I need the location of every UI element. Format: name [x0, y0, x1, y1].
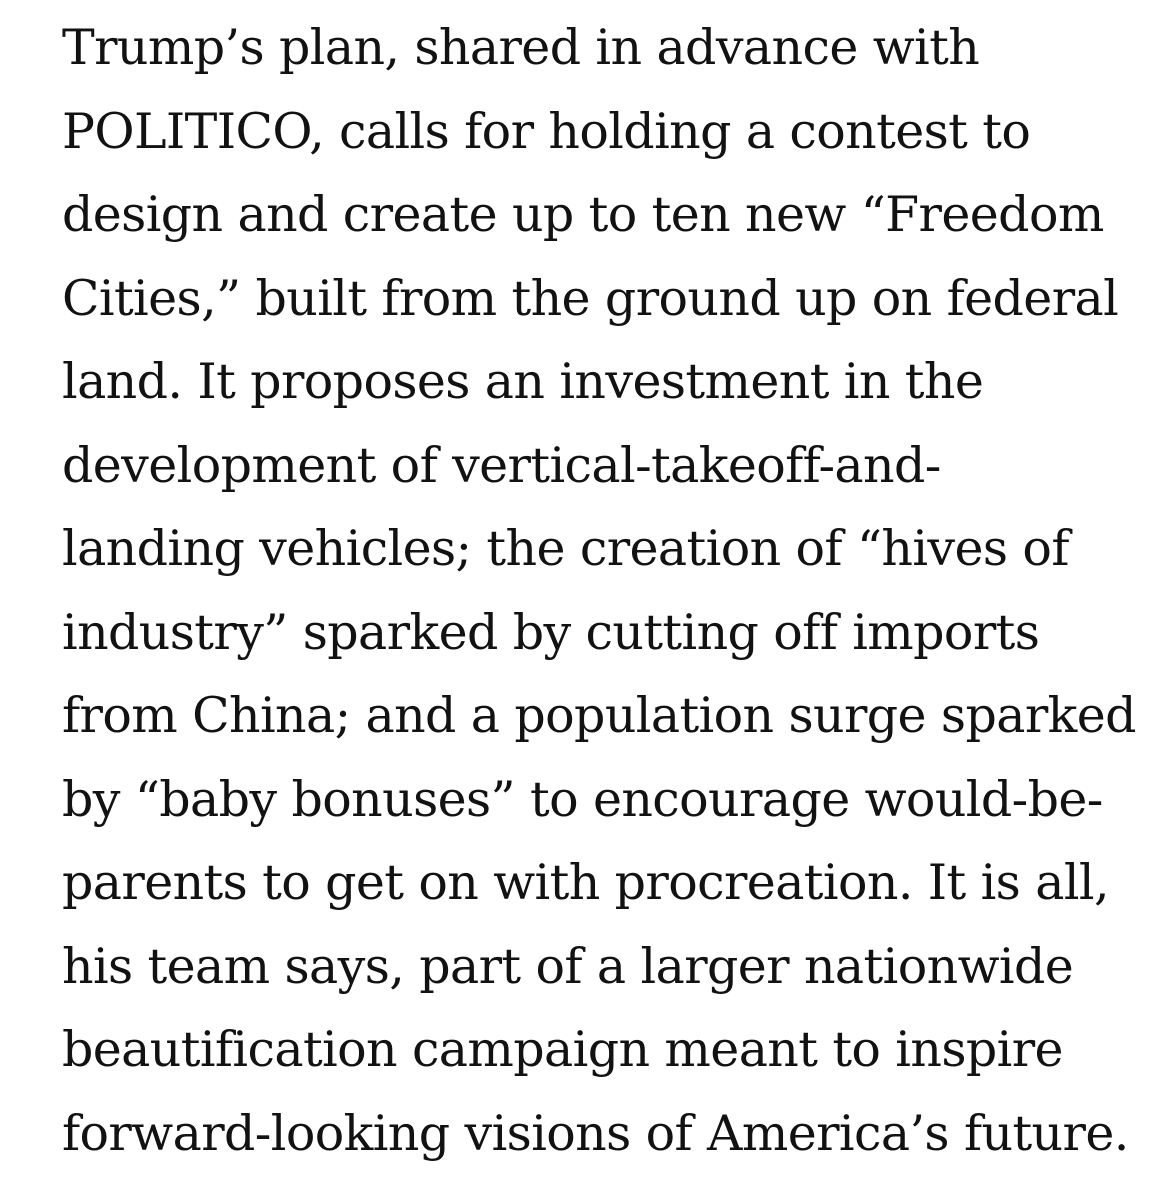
- article-paragraph: [62, 6, 1152, 1175]
- paragraph-line: industry” sparked by cutting off imports: [62, 603, 1040, 661]
- paragraph-line: design and create up to ten new “Freedom: [62, 186, 1104, 243]
- paragraph-line: land. It proposes an investment in the: [62, 353, 984, 410]
- paragraph-line: landing vehicles; the creation of “hives of: [62, 520, 1069, 577]
- paragraph-line: parents to get on with procreation. It is all,: [62, 854, 1109, 911]
- paragraph-line: Cities,” built from the ground up on federal: [62, 269, 1119, 327]
- paragraph-line: Trump’s plan, shared in advance with: [62, 19, 980, 76]
- paragraph-line: forward-looking visions of America’s future.: [62, 1104, 1129, 1162]
- paragraph-line: beautification campaign meant to inspire: [62, 1021, 1063, 1078]
- paragraph-line: development of vertical-takeoff-and-: [62, 436, 941, 494]
- paragraph-line: his team says, part of a larger nationwide: [62, 937, 1074, 995]
- paragraph-line: by “baby bonuses” to encourage would-be-: [62, 770, 1103, 828]
- paragraph-line: POLITICO, calls for holding a contest to: [62, 102, 1031, 160]
- paragraph-line: from China; and a population surge sparked: [62, 687, 1136, 744]
